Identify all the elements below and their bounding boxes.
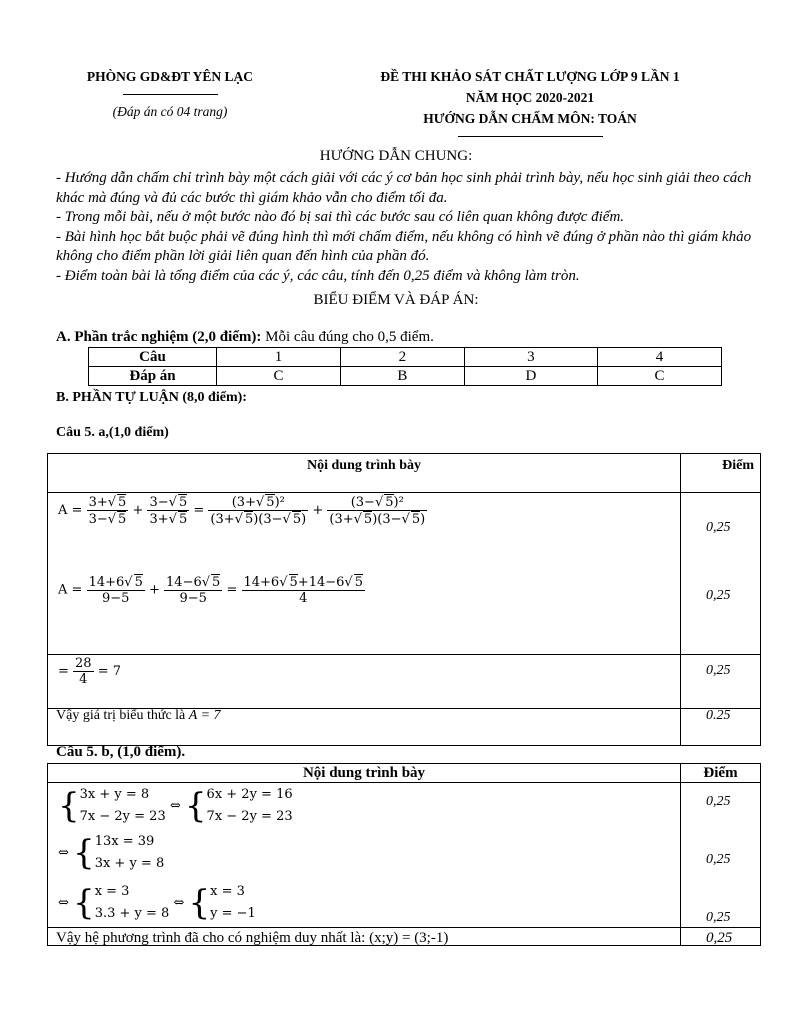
- table-header-row: [48, 764, 761, 783]
- answer-cell: C: [217, 367, 341, 386]
- question-number: 4: [598, 348, 722, 367]
- general-title: HƯỚNG DẪN CHUNG:: [319, 148, 473, 164]
- col-score: Điểm: [681, 454, 761, 493]
- office-name: PHÒNG GD&ĐT YÊN LẠC: [86, 69, 254, 84]
- exam-title: ĐỀ THI KHẢO SÁT CHẤT LƯỢNG LỚP 9 LẦN 1: [380, 69, 680, 84]
- q5b-title: Câu 5. b, (1,0 điểm).: [56, 744, 186, 760]
- q5b-step1: { 3x + y = 8 7x − 2y = 23 ⇔ { 6x + 2y = 16 7x − 2y = 23: [58, 786, 293, 826]
- page-count-note: (Đáp án có 04 trang): [112, 104, 228, 119]
- section-a-title: A. Phần trắc nghiệm (2,0 điểm):: [56, 329, 262, 345]
- q5a-score-4: 0.25: [706, 708, 731, 723]
- q5a-step3: = $\frac{28}{4}$ = 7: [58, 656, 122, 687]
- guidance-item: - Bài hình học bắt buộc phải vẽ đúng hình thì mới chấm điểm, nếu không có hình vẽ đúng ở phần nào thì giám khảo không cho điểm phần lời giải liên quan đến hình của phần đó.: [56, 228, 752, 264]
- q5a-score-3: 0,25: [706, 663, 731, 678]
- subject-title: HƯỚNG DẪN CHẤM MÔN: TOÁN: [423, 111, 637, 126]
- q5a-score-2: 0,25: [706, 588, 731, 603]
- section-b-title: B. PHẦN TỰ LUẬN (8,0 điểm):: [56, 390, 247, 405]
- header-right: [320, 66, 740, 143]
- table-row: [48, 655, 761, 709]
- q5b-score-2: 0,25: [706, 852, 731, 867]
- table-row: [89, 348, 722, 367]
- header-left: [60, 66, 280, 122]
- table-row: [89, 367, 722, 386]
- q5a-step1: A = $\frac{3+√ 5}{3-√ 5}$ + $\frac{3-√ 5}{3+√ 5}$ = $\frac{\text{(3+√ 5)²}}{(3+√ 5)(3-√ 5)}$ + $\frac{\text{(3−√ 5)²}}{(3+√ 5)(3-√ 5)}$: [58, 494, 427, 527]
- col-content: Nội dung trình bày: [48, 454, 681, 493]
- col-score: Điểm: [681, 764, 761, 783]
- q5b-score-1: 0,25: [706, 794, 731, 809]
- guidance-item: - Hướng dẫn chấm chỉ trình bày một cách giải với các ý cơ bản học sinh phải trình bày, nếu học sinh giải theo cách khác mà đúng và đủ các bước thì giám khảo vẫn cho điểm tối đa.: [56, 170, 752, 206]
- section-a-note: Mỗi câu đúng cho 0,5 điểm.: [261, 329, 434, 345]
- question-number: 2: [340, 348, 464, 367]
- q5a-title: Câu 5. a,(1,0 điểm): [56, 425, 169, 440]
- q5a-score-1: 0,25: [706, 520, 731, 535]
- q5b-score-4: 0,25: [706, 930, 733, 946]
- header-left-rule: [123, 94, 218, 95]
- row-label: Câu: [89, 348, 217, 367]
- question-number: 3: [464, 348, 597, 367]
- question-number: 1: [217, 348, 341, 367]
- guidance-item: - Trong mỗi bài, nếu ở một bước nào đó bị sai thì các bước sau có liên quan không được điểm.: [56, 209, 625, 225]
- guidance-item: - Điểm toàn bài là tổng điểm của các ý, các câu, tính đến 0,25 điểm và không làm tròn.: [56, 267, 580, 284]
- q5a-step2: A = $\frac{14+6√ 5}{9-5}$ + $\frac{14-6√ 5}{9-5}$ = $\frac{14+6√ 5+14-6√ 5}{4}$: [58, 574, 365, 606]
- row-label: Đáp án: [89, 367, 217, 386]
- school-year: NĂM HỌC 2020-2021: [465, 90, 595, 105]
- answer-cell: D: [464, 367, 597, 386]
- q5b-score-3: 0,25: [706, 910, 731, 925]
- q5b-step3: ⇔ { x = 3 3.3 + y = 8 ⇔ { x = 3 y = −1: [58, 883, 256, 923]
- answer-cell: B: [340, 367, 464, 386]
- col-content: Nội dung trình bày: [48, 764, 681, 783]
- table-header-row: [48, 454, 761, 493]
- answer-cell: C: [598, 367, 722, 386]
- header-right-rule: [458, 136, 603, 137]
- scoring-title: BIỂU ĐIỂM VÀ ĐÁP ÁN:: [313, 292, 479, 308]
- q5b-conclusion: Vậy hệ phương trình đã cho có nghiệm duy nhất là: (x;y) = (3;-1): [56, 930, 449, 946]
- q5b-step2: ⇔ { 13x = 39 3x + y = 8: [58, 833, 165, 873]
- general-guidance: [56, 169, 760, 286]
- q5a-conclusion: Vậy giá trị biểu thức là A = 7: [56, 708, 221, 723]
- multiple-choice-table: [88, 347, 722, 386]
- section-a-heading: [56, 329, 434, 346]
